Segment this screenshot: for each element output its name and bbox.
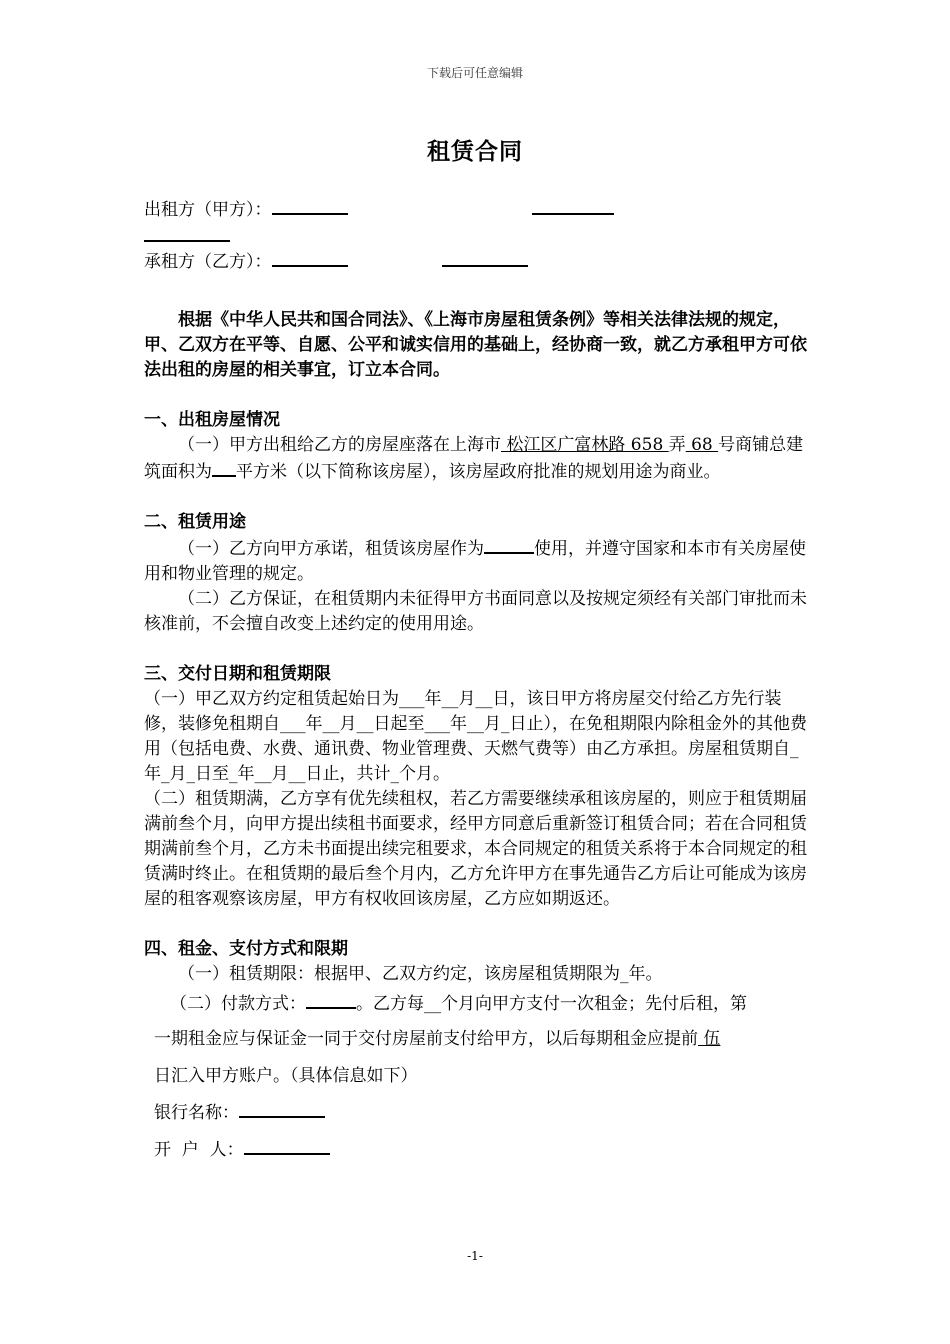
section-2-para-1: （一）乙方向甲方承诺，租赁该房屋作为 使用，并遵守国家和本市有关房屋使用和物业管理的规定。 [144,535,808,587]
document-body [144,196,808,1169]
bank-name-blank [239,1099,325,1118]
section-3-para-2: （二）租赁期满，乙方享有优先续租权，若乙方需要继续承租该房屋的，则应于租赁期届满前叁个月，向甲方提出续租书面要求，经甲方同意后重新签订租赁合同；若在合同租赁期满前叁个月，乙方未书面提出续完租要求，本合同规定的租赁关系将于本合同规定的租赁满时终止。在租赁期的最后叁个月内，乙方允许甲方在事先通告乙方后让可能成为该房屋的租客观察该房屋，甲方有权收回该房屋，乙方应如期返还。 [144,789,807,909]
section-4-para-2: （二）付款方式： 。乙方每__个月向甲方支付一次租金；先付后租，第 [144,987,808,1021]
party-a-blank-2 [532,196,614,215]
party-a-blank [272,196,348,215]
area-blank [212,458,236,477]
bank-name-line [144,1095,808,1132]
bank-name-label: 银行名称： [154,1103,239,1123]
section-2-para-2: （二）乙方保证，在租赁期内未征得甲方书面同意以及按规定须经有关部门审批而未核准前，不会擅自改变上述约定的使用用途。 [144,589,807,634]
section-4-para-4: 日汇入甲方账户。（具体信息如下） [154,1066,418,1086]
section-2-heading: 二、租赁用途 [144,512,246,532]
usage-blank [484,535,534,554]
page-number: -1- [467,1249,483,1263]
section-4-para-3: 一期租金应与保证金一同于交付房屋前支付给甲方，以后每期租金应提前 伍 [154,1029,721,1049]
section-1-para-1: （一）甲方出租给乙方的房屋座落在上海市 松江区广富林路 658 弄 68 号商铺总建筑面积为 平方米（以下简称该房屋），该房屋政府批准的规划用途为商业。 [144,435,804,482]
document-title: 租赁合同 [427,138,523,165]
account-holder-label: 开 户 人： [154,1140,244,1160]
district-value: 松江区广富林路 658 [501,435,669,455]
party-a-blank-3 [144,223,230,242]
party-b-blank-2 [442,248,528,267]
party-a-line [144,196,808,223]
preamble: 根据《中华人民共和国合同法》、《上海市房屋租赁条例》等相关法律法规的规定，甲、乙双方在平等、自愿、公平和诚实信用的基础上，经协商一致，就乙方承租甲方可依法出租的房屋的相关事宜，订立本合同。 [144,310,807,380]
party-a-label: 出租方（甲方）： [144,200,272,220]
account-holder-line [144,1132,808,1169]
section-3-heading: 三、交付日期和租赁期限 [144,664,331,684]
page-header: 下载后可任意编辑 [426,66,523,80]
payment-method-blank [306,990,356,1009]
section-4-heading: 四、租金、支付方式和限期 [144,939,348,959]
party-b-label: 承租方（乙方）： [144,252,272,272]
party-b-blank [272,248,348,267]
account-holder-blank [244,1136,330,1155]
party-a-line-2 [144,223,808,248]
section-1-heading: 一、出租房屋情况 [144,410,280,430]
lane-number: 68 [685,435,719,455]
section-3-para-1: （一）甲乙双方约定租赁起始日为___年__月__日，该日甲方将房屋交付给乙方先行装修，装修免租期自___年__月__日起至___年__月_日止），在免租期限内除租金外的其他费用（包括电费、水费、通讯费、物业管理费、天燃气费等）由乙方承担。房屋租赁期自_年_月_日至_年__月__日止，共计_个月。 [144,689,807,784]
days-in-advance: 伍 [698,1029,721,1049]
section-4-para-1: （一）租赁期限：根据甲、乙双方约定，该房屋租赁期限为_年。 [178,964,663,984]
party-b-line [144,248,808,275]
